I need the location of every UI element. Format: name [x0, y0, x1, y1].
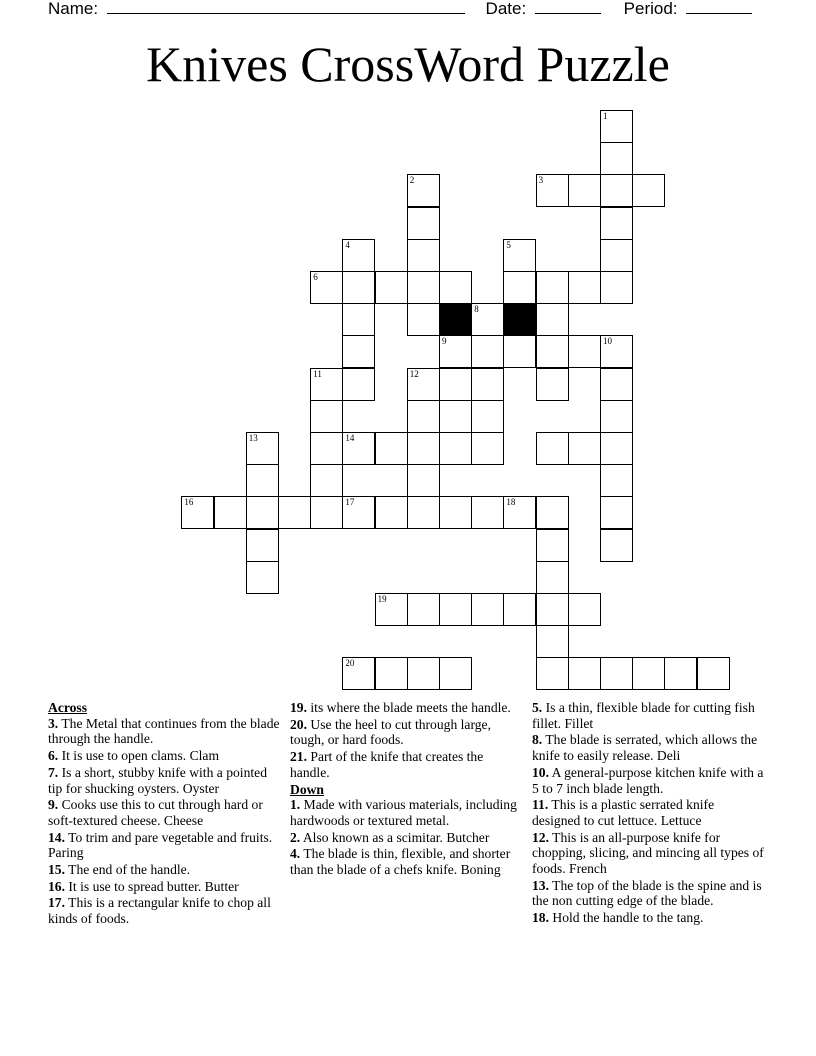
across-clue — [48, 765, 280, 796]
clue-number-label: 10. — [532, 764, 549, 780]
grid-cell[interactable] — [471, 335, 504, 368]
down-clue — [290, 830, 522, 846]
clue-text: Is a short, stubby knife with a pointed tip for shucking oysters. Oyster — [48, 764, 267, 796]
across-clue — [48, 862, 280, 878]
grid-cell[interactable] — [536, 496, 569, 529]
grid-cell[interactable] — [407, 271, 440, 304]
clue-number-label: 21. — [290, 749, 307, 765]
grid-cell[interactable] — [503, 271, 536, 304]
clue-column-2 — [290, 700, 522, 879]
clue-number: 4 — [345, 239, 350, 250]
grid-cell[interactable] — [246, 496, 279, 529]
grid-cell[interactable] — [600, 207, 633, 240]
down-clue — [532, 830, 764, 877]
clue-text: Hold the handle to the tang. — [549, 910, 704, 926]
grid-cell[interactable] — [246, 561, 279, 594]
clue-number-label: 12. — [532, 829, 549, 845]
grid-cell[interactable] — [310, 432, 343, 465]
grid-cell[interactable] — [310, 368, 343, 401]
across-clue — [48, 748, 280, 764]
clue-number-label: 18. — [532, 910, 549, 926]
across-clue — [48, 830, 280, 861]
grid-cell[interactable] — [600, 271, 633, 304]
grid-cell[interactable] — [407, 303, 440, 336]
grid-cell[interactable] — [342, 432, 375, 465]
clue-text: Part of the knife that creates the handle. — [290, 749, 484, 780]
grid-cell[interactable] — [471, 593, 504, 626]
clue-text: This is a rectangular knife to chop all kinds of foods. — [48, 895, 271, 927]
page-title: Knives CrossWord Puzzle — [146, 36, 670, 92]
clue-text: To trim and pare vegetable and fruits. Paring — [48, 829, 273, 861]
grid-cell[interactable] — [439, 432, 472, 465]
grid-cell[interactable] — [536, 625, 569, 658]
grid-cell[interactable] — [600, 400, 633, 433]
clue-number-label: 2. — [290, 829, 301, 845]
grid-cell[interactable] — [407, 432, 440, 465]
grid-cell[interactable] — [471, 496, 504, 529]
clue-number: 2 — [409, 175, 415, 186]
grid-cell[interactable] — [536, 271, 569, 304]
grid-cell[interactable] — [439, 335, 472, 368]
across-clue — [48, 797, 280, 828]
clue-number-label: 3. — [48, 715, 59, 731]
grid-cell[interactable] — [439, 657, 472, 690]
clue-number: 10 — [603, 336, 612, 347]
grid-cell[interactable] — [310, 496, 343, 529]
clue-text: Also known as a scimitar. Butcher — [300, 829, 490, 845]
down-heading: Down — [290, 781, 324, 797]
grid-block-cell — [439, 303, 472, 336]
clue-number: 9 — [442, 336, 447, 347]
grid-cell[interactable] — [697, 657, 730, 690]
grid-cell[interactable] — [407, 657, 440, 690]
grid-cell[interactable] — [536, 335, 569, 368]
across-heading: Across — [48, 700, 88, 715]
grid-cell[interactable] — [600, 368, 633, 401]
grid-cell[interactable] — [342, 657, 375, 690]
clue-number: 13 — [248, 433, 258, 443]
clue-text: It is use to open clams. Clam — [58, 748, 220, 764]
clue-number: 5 — [506, 239, 511, 250]
grid-cell[interactable] — [568, 432, 601, 465]
grid-cell[interactable] — [342, 496, 375, 529]
clue-number-label: 19. — [290, 700, 307, 715]
down-clue — [290, 846, 522, 877]
name-label: Name: — [48, 0, 99, 18]
grid-cell[interactable] — [375, 432, 408, 465]
clue-number: 19 — [377, 594, 387, 604]
grid-cell[interactable] — [407, 593, 440, 626]
grid-cell[interactable] — [600, 110, 633, 143]
across-clue — [48, 716, 280, 747]
grid-cell[interactable] — [407, 207, 440, 240]
grid-cell[interactable] — [536, 303, 569, 336]
grid-cell[interactable] — [310, 400, 343, 433]
clue-number-label: 6. — [48, 748, 59, 764]
grid-cell[interactable] — [342, 303, 375, 336]
clue-number-label: 4. — [290, 846, 301, 862]
down-clue — [290, 797, 522, 828]
grid-cell[interactable] — [342, 335, 375, 368]
grid-cell[interactable] — [407, 496, 440, 529]
clue-text: The end of the handle. — [65, 862, 191, 878]
clue-text: Made with various materials, including hardwoods or textured metal. — [290, 797, 517, 828]
clue-number-label: 9. — [48, 797, 59, 813]
down-clue — [532, 765, 764, 796]
clue-number: 11 — [313, 368, 322, 379]
clue-number-label: 14. — [48, 829, 65, 845]
grid-cell[interactable] — [375, 657, 408, 690]
grid-cell[interactable] — [503, 593, 536, 626]
clue-text: It is use to spread butter. Butter — [65, 878, 239, 894]
clue-text: The Metal that continues from the blade through the handle. — [48, 715, 280, 747]
grid-cell[interactable] — [439, 368, 472, 401]
clue-text: Cooks use this to cut through hard or soft-textured cheese. Cheese — [48, 797, 263, 828]
clue-number: 17 — [345, 497, 355, 508]
grid-cell[interactable] — [536, 174, 569, 207]
grid-cell[interactable] — [503, 335, 536, 368]
grid-cell[interactable] — [600, 496, 633, 529]
clue-number-label: 17. — [48, 895, 65, 911]
grid-cell[interactable] — [375, 593, 408, 626]
clue-text: This is a plastic serrated knife designed to cut lettuce. Lettuce — [532, 797, 715, 828]
grid-cell[interactable] — [439, 593, 472, 626]
grid-cell[interactable] — [246, 432, 279, 465]
down-clue — [532, 878, 764, 909]
grid-cell[interactable] — [246, 529, 279, 562]
down-clue — [532, 732, 764, 763]
grid-cell[interactable] — [536, 657, 569, 690]
clue-number: 1 — [603, 111, 608, 121]
clue-number-label: 15. — [48, 862, 65, 878]
grid-cell[interactable] — [568, 271, 601, 304]
grid-cell[interactable] — [407, 400, 440, 433]
clue-number: 18 — [506, 497, 516, 508]
grid-cell[interactable] — [503, 239, 536, 272]
clue-number: 8 — [474, 304, 479, 315]
grid-cell[interactable] — [536, 368, 569, 401]
clue-number-label: 7. — [48, 764, 59, 780]
down-clue — [532, 797, 764, 828]
clue-number-label: 16. — [48, 878, 65, 894]
grid-cell[interactable] — [568, 174, 601, 207]
clue-column-3 — [532, 700, 764, 927]
grid-cell[interactable] — [342, 239, 375, 272]
period-label: Period: — [623, 0, 678, 18]
grid-cell[interactable] — [439, 496, 472, 529]
down-clue — [532, 700, 764, 731]
clue-number-label: 20. — [290, 716, 307, 732]
grid-cell[interactable] — [600, 239, 633, 272]
grid-cell[interactable] — [536, 432, 569, 465]
grid-cell[interactable] — [214, 496, 247, 529]
grid-cell[interactable] — [407, 464, 440, 497]
across-clue — [48, 895, 280, 926]
date-label: Date: — [485, 0, 527, 18]
clue-text: This is an all-purpose knife for chopping, slicing, and mincing all types of foods. French — [532, 829, 764, 877]
clue-number-label: 8. — [532, 732, 543, 748]
grid-cell[interactable] — [407, 239, 440, 272]
grid-cell[interactable] — [342, 271, 375, 304]
grid-cell[interactable] — [375, 496, 408, 529]
grid-cell[interactable] — [600, 142, 633, 175]
grid-cell[interactable] — [471, 368, 504, 401]
clue-number-label: 11. — [532, 797, 549, 813]
clue-text: The blade is serrated, which allows the knife to easily release. Deli — [532, 732, 758, 764]
clue-text: The blade is thin, flexible, and shorter than the blade of a chefs knife. Boning — [290, 846, 511, 878]
grid-cell[interactable] — [471, 303, 504, 336]
grid-cell[interactable] — [407, 368, 440, 401]
grid-cell[interactable] — [600, 464, 633, 497]
clue-number-label: 5. — [532, 700, 543, 715]
clue-text: The top of the blade is the spine and is the non cutting edge of the blade. — [532, 877, 762, 909]
clue-number-label: 1. — [290, 797, 301, 813]
grid-cell[interactable] — [342, 368, 375, 401]
grid-cell[interactable] — [600, 174, 633, 207]
across-clue — [290, 700, 522, 716]
clue-number: 16 — [184, 497, 194, 508]
across-clue — [48, 879, 280, 895]
clue-text: Is a thin, flexible blade for cutting fish fillet. Fillet — [532, 700, 755, 731]
grid-cell[interactable] — [310, 464, 343, 497]
grid-cell[interactable] — [503, 496, 536, 529]
grid-cell[interactable] — [278, 496, 311, 529]
grid-block-cell — [503, 303, 536, 336]
grid-cell[interactable] — [439, 400, 472, 433]
grid-cell[interactable] — [664, 657, 697, 690]
grid-cell[interactable] — [600, 335, 633, 368]
across-clue — [290, 717, 522, 748]
grid-cell[interactable] — [181, 496, 214, 529]
grid-cell[interactable] — [600, 432, 633, 465]
clue-number: 20 — [345, 658, 355, 669]
clue-number: 3 — [538, 175, 544, 186]
grid-cell[interactable] — [568, 335, 601, 368]
grid-cell[interactable] — [471, 432, 504, 465]
grid-cell[interactable] — [439, 271, 472, 304]
grid-cell[interactable] — [568, 657, 601, 690]
clue-text: Use the heel to cut through large, tough, or hard foods. — [290, 716, 491, 748]
across-clue — [290, 749, 522, 780]
grid-cell[interactable] — [246, 464, 279, 497]
grid-cell[interactable] — [471, 400, 504, 433]
clue-number: 14 — [345, 433, 355, 443]
grid-cell[interactable] — [600, 657, 633, 690]
clue-number: 12 — [409, 368, 419, 379]
grid-cell[interactable] — [407, 174, 440, 207]
grid-cell[interactable] — [632, 657, 665, 690]
grid-cell[interactable] — [536, 561, 569, 594]
grid-cell[interactable] — [310, 271, 343, 304]
grid-cell[interactable] — [536, 593, 569, 626]
clue-number: 6 — [313, 272, 318, 282]
clue-column-1 — [48, 700, 280, 928]
grid-cell[interactable] — [375, 271, 408, 304]
clue-text: its where the blade meets the handle. — [307, 700, 511, 715]
grid-cell[interactable] — [632, 174, 665, 207]
grid-cell[interactable] — [536, 529, 569, 562]
grid-cell[interactable] — [600, 529, 633, 562]
clue-text: A general-purpose kitchen knife with a 5 to 7 inch blade length. — [532, 764, 764, 796]
grid-cell[interactable] — [568, 593, 601, 626]
clue-number-label: 13. — [532, 877, 549, 893]
down-clue — [532, 910, 764, 926]
